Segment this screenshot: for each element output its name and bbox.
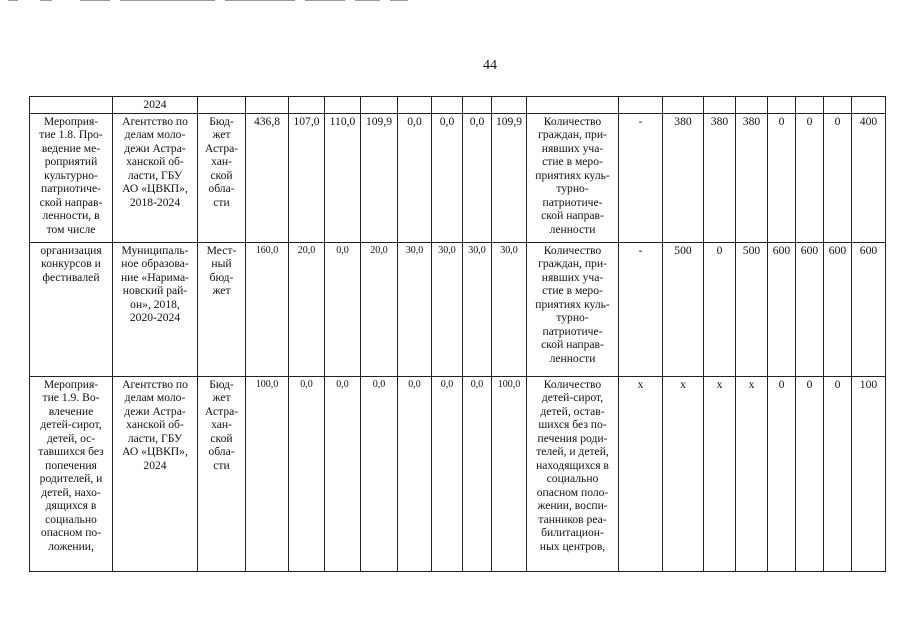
- cell-value: 0: [824, 113, 852, 242]
- cell-value: 380: [704, 113, 736, 242]
- table-row: [30, 113, 886, 242]
- cell-amount: 30,0: [398, 242, 432, 376]
- cell-value: 600: [796, 242, 824, 376]
- cell-value: 0: [704, 242, 736, 376]
- cell-activity: Мероприя- тие 1.9. Во- влечение детей-сирот, детей, ос- тавшихся без попечения родителей, и детей, нахо- дящихся в социально опасном по- ложении,: [30, 376, 113, 571]
- cell-value: 0: [796, 376, 824, 571]
- cell-funding-source: Мест- ный бюд- жет: [198, 242, 246, 376]
- cell-amount: 107,0: [289, 113, 325, 242]
- cell-value: -: [619, 113, 663, 242]
- cell-activity: Мероприя- тие 1.8. Про- ведение ме- роприятий культурно- патриотиче- ской направ- ленности, в том числе: [30, 113, 113, 242]
- cell-executor: Агентство по делам моло- дежи Астра- ханской об- ласти, ГБУ АО «ЦВКП», 2018-2024: [113, 113, 198, 242]
- cell-executor: Муниципаль- ное образова- ние «Нарима- новский рай- он», 2018, 2020-2024: [113, 242, 198, 376]
- cell-amount: 0,0: [463, 113, 492, 242]
- cell-amount: 20,0: [289, 242, 325, 376]
- cell-indicator: Количество граждан, при- нявших уча- стие в меро- приятиях куль- турно- патриотиче- ской направ- ленности: [527, 242, 619, 376]
- cell-indicator: Количество граждан, при- нявших уча- стие в меро- приятиях куль- турно- патриотиче- ской направ- ленности: [527, 113, 619, 242]
- cell-funding-source: Бюд- жет Астра- хан- ской обла- сти: [198, 113, 246, 242]
- cell-value: 600: [768, 242, 796, 376]
- cell-value: 0: [824, 376, 852, 571]
- cell-amount: 109,9: [361, 113, 398, 242]
- cell-activity: [30, 97, 113, 114]
- cell-value: x: [736, 376, 768, 571]
- cell-value: 0: [768, 376, 796, 571]
- cell-value: 380: [663, 113, 704, 242]
- table-row: [30, 242, 886, 376]
- cell-amount: 109,9: [492, 113, 527, 242]
- cell-amount: 100,0: [492, 376, 527, 571]
- cell-amount: 30,0: [492, 242, 527, 376]
- cell-funding-source: Бюд- жет Астра- хан- ской обла- сти: [198, 376, 246, 571]
- cell-executor: 2024: [113, 97, 198, 114]
- cell-activity: организация конкурсов и фестивалей: [30, 242, 113, 376]
- cell-value: 600: [852, 242, 886, 376]
- cell-value: x: [619, 376, 663, 571]
- cell-amount-total: 160,0: [246, 242, 289, 376]
- cell-amount: 0,0: [289, 376, 325, 571]
- table-row: [30, 376, 886, 571]
- cell-amount: 0,0: [398, 376, 432, 571]
- cell-amount: 30,0: [463, 242, 492, 376]
- cell-value: 0: [768, 113, 796, 242]
- cell-amount: 0,0: [463, 376, 492, 571]
- cell-value: 500: [736, 242, 768, 376]
- cell-value: 0: [796, 113, 824, 242]
- cell-amount: 0,0: [325, 242, 361, 376]
- cell-amount: 0,0: [325, 376, 361, 571]
- cell-amount: 30,0: [432, 242, 463, 376]
- cell-value: 400: [852, 113, 886, 242]
- cell-amount: 0,0: [361, 376, 398, 571]
- cell-amount-total: 100,0: [246, 376, 289, 571]
- cell-amount: 20,0: [361, 242, 398, 376]
- cell-amount: 0,0: [398, 113, 432, 242]
- cell-indicator: Количество детей-сирот, детей, остав- шихся без по- печения роди- телей, и детей, находящихся в социально опасном поло- жении, воспи- танников реа- билитацион- ных центров,: [527, 376, 619, 571]
- cell-value: x: [663, 376, 704, 571]
- cell-value: -: [619, 242, 663, 376]
- cell-amount-total: 436,8: [246, 113, 289, 242]
- table-row: [30, 97, 886, 114]
- cell-value: 600: [824, 242, 852, 376]
- page-number: 44: [483, 58, 497, 73]
- scan-artifact-line: [0, 0, 905, 3]
- cell-value: 380: [736, 113, 768, 242]
- program-activities-table: [29, 96, 886, 572]
- cell-amount: 0,0: [432, 113, 463, 242]
- cell-value: x: [704, 376, 736, 571]
- cell-executor: Агентство по делам моло- дежи Астра- ханской об- ласти, ГБУ АО «ЦВКП», 2024: [113, 376, 198, 571]
- cell-value: 500: [663, 242, 704, 376]
- cell-amount: 110,0: [325, 113, 361, 242]
- cell-amount: 0,0: [432, 376, 463, 571]
- cell-value: 100: [852, 376, 886, 571]
